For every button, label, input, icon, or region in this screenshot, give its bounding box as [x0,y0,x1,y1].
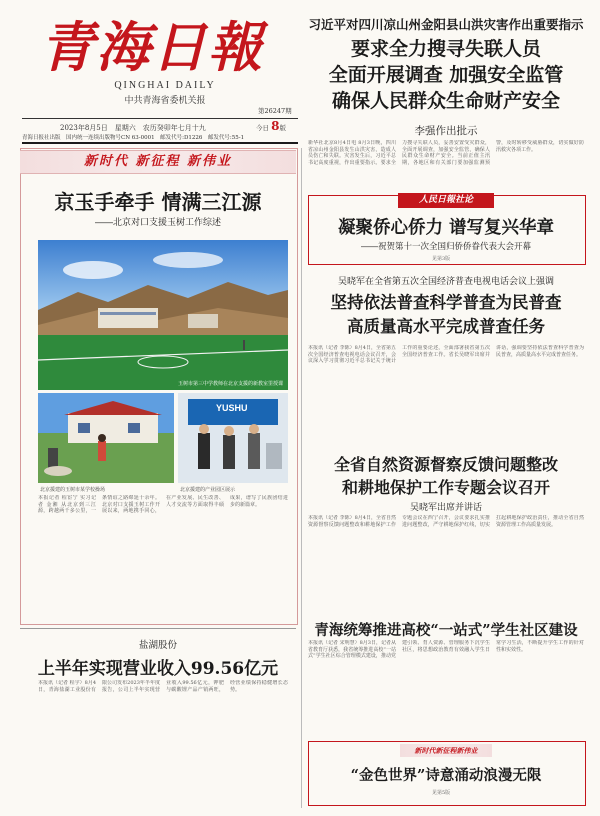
lead-kicker: 习近平对四川凉山州金阳县山洪灾害作出重要指示 [308,18,584,32]
lead-headline-3: 确保人民群众生命财产安全 [331,90,560,112]
school-photo-icon [38,393,174,483]
editorial-tag: 人民日報社论 [398,193,494,208]
feature-photo-school [38,393,174,483]
feature-headline: 京玉手牵手 情满三江源 [54,190,262,214]
editorial-headline: 凝聚侨心侨力 谱写复兴华章 [337,218,555,238]
resources-headline-1: 全省自然资源督察反馈问题整改 [333,455,558,474]
landscape-photo-icon [38,240,288,390]
lead-subhead: 李强作出批示 [414,125,478,137]
college-headline: 青海统筹推进高校“一站式”学生社区建设 [314,622,578,639]
yanhu-kicker: 盐湖股份 [138,640,177,651]
page-count-number: 8 [271,119,280,133]
resources-headline-2: 和耕地保护工作专题会议召开 [341,478,550,497]
photo-main-caption: 玉树市第三中学教师在北京支援的新教室里授课 [178,381,284,387]
resources-body: 本报讯（记者 李陈）8月4日，全省自然资源督察反馈问题整改和耕地保护工作专题会议在西宁召开，会议要求扎实推进问题整改，严守耕地保护红线，切实扛起耕地保护政治责任，推动全省自然资源管理工作高质量发展。 [308,515,584,528]
page-count [256,119,286,133]
today-label: 今日 [256,124,269,132]
college-body: 本报讯（记者 宋明慧）8月3日，记者从省教育厅获悉，我省统筹推进高校“一站式”学生社区综合管理模式建设，推动党建引领、育人资源、管理服务下沉学生社区，将思想政治教育有效融入学生日常学习生活，不断提升学生工作的针对性和实效性。 [308,640,584,660]
editorial-page-ref[interactable]: 见第3版 [432,256,451,262]
lead-headline-2: 全面开展调查 加强安全监管 [328,64,564,86]
issue-info: 青海日报社出版 国内统一连续出版物号CN 63-0001 邮发代号:D1226 邮发代号:55-1 [22,135,245,141]
lead-headline-1: 要求全力搜寻失联人员 [350,38,541,60]
feature-subhead: ——北京对口支援玉树工作综述 [94,217,221,227]
masthead-title: 青海日報 [40,15,264,79]
census-body: 本报讯（记者 李陈）8月4日，全省第五次全国经济普查电视电话会议召开，会议深入学习贯彻习近平总书记关于统计工作的重要论述，全面部署我省第五次全国经济普查工作。省长吴晓军出席并讲话，强调要坚持依法普查科学普查为民普查，高质量高水平完成普查任务。 [308,345,584,365]
feature-body: 本报记者 程宦宁 实习记者 金湘 从北京到三江源，跨越两千多公里，一条情谊之路绵延十余年。北京对口支援玉树工作开展以来，两地携手同心，在产业发展、民生改善、人才交流等方面取得丰硕成果，谱写了民族团结进步的新篇章。 [38,495,288,515]
masthead-publisher: 中共青海省委机关报 [124,96,206,106]
page-count-suffix: 版 [279,124,286,132]
section-divider [20,628,296,629]
census-headline-1: 坚持依法普查科学普查为民普查 [330,293,562,312]
masthead-bottom-rule [22,142,298,144]
photo-school-caption: 北京援建的玉树市某学校操场 [40,487,106,493]
yushu-sign: YUSHU [216,403,248,413]
resources-subhead: 吴晓军出席并讲话 [409,502,482,512]
lead-body: 新华社北京8月4日电 8月3日晚，四川省凉山州金阳县发生山洪灾害，造成人员伤亡和失联。灾害发生后，习近平总书记高度重视，作出重要指示。要求全力搜寻失联人员，妥善安置受灾群众，全面开展调查，加强安全监管，确保人民群众生命财产安全。当前正值主汛期，各地区和有关部门要加强监测预警，及时转移受威胁群众，切实做好防汛救灾各项工作。 [308,140,584,166]
promo-tag: 新时代新征程新伟业 [400,744,492,757]
masthead-english: QINGHAI DAILY [114,80,216,91]
promo-page-ref[interactable]: 见第5版 [432,790,451,796]
photo-expo-caption: 北京援建的产业园区展示 [180,487,236,493]
column-divider [301,148,302,808]
editorial-subhead: ——祝贺第十一次全国归侨侨眷代表大会开幕 [360,241,531,251]
census-kicker: 吴晓军在全省第五次全国经济普查电视电话会议上强调 [337,276,554,286]
yanhu-headline: 上半年实现营业收入99.56亿元 [37,659,279,679]
census-headline-2: 高质量高水平完成普查任务 [347,317,545,336]
serial-number: 第26247期 [258,107,292,115]
yanhu-body: 本报讯（记者 程宇）8月4日，青海盐湖工业股份有限公司发布2023年半年度报告，公司上半年实现营业收入99.56亿元，钾肥与碳酸锂产品产销两旺，经营业绩保持稳健增长态势。 [38,680,288,693]
promo-headline: “金色世界”诗意涌动浪漫无限 [350,767,542,784]
feature-photo-main [38,240,288,390]
issue-date: 2023年8月5日 星期六 农历癸卯年七月十九 [60,124,206,132]
feature-banner: 新时代 新征程 新伟业 [20,150,296,174]
